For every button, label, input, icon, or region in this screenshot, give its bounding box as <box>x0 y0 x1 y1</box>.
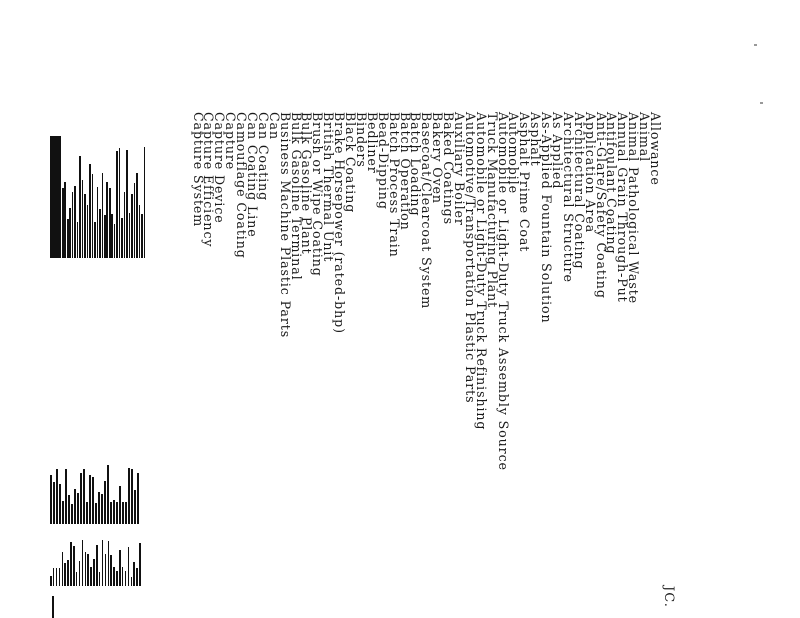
scan-noise-stroke <box>62 552 64 586</box>
scan-smudge <box>50 136 61 258</box>
index-entry: Automotive/Transportation Plastic Parts <box>462 112 478 404</box>
scan-noise-stroke <box>137 473 139 524</box>
index-entry: Camouflage Coating <box>234 112 250 259</box>
scan-noise-stroke <box>101 494 103 524</box>
scan-noise-stroke <box>108 541 110 586</box>
index-entry: As Applied <box>549 112 565 190</box>
scan-noise-stroke <box>85 552 87 586</box>
scan-noise-stroke <box>64 563 66 586</box>
scan-noise-stroke <box>119 486 121 525</box>
index-entry: Can Coating Line <box>245 112 261 238</box>
scan-noise-stroke <box>62 501 64 524</box>
scan-noise-stroke <box>97 187 99 258</box>
index-entry: Automobile or Light-Duty Truck Refinishing <box>473 112 489 431</box>
scan-noise-stroke <box>96 545 98 586</box>
scan-noise-stroke <box>122 502 124 524</box>
scan-noise-stroke <box>134 183 136 258</box>
scan-noise-stroke <box>67 560 69 586</box>
scan-noise-stroke <box>92 174 94 258</box>
scan-noise-stroke <box>89 475 91 524</box>
scan-noise-stroke <box>102 540 104 586</box>
scan-noise-stroke <box>126 150 128 258</box>
scan-noise-stroke <box>69 208 71 258</box>
index-entry: Application Area <box>582 112 598 234</box>
scan-noise-stroke <box>104 215 106 258</box>
index-entry: Capture System <box>190 112 206 228</box>
scan-noise-stroke <box>71 504 73 524</box>
scan-noise-stroke <box>128 468 130 524</box>
index-entry: Automobile <box>506 112 522 194</box>
scan-noise-stroke <box>84 194 86 258</box>
scan-noise-stroke <box>139 543 141 586</box>
index-entry: Business Machine Plastic Parts <box>277 112 293 339</box>
scan-noise-stroke <box>139 205 141 258</box>
scan-noise-stroke <box>50 576 52 586</box>
index-entry: Capture Device <box>212 112 228 224</box>
scan-noise-stroke <box>53 482 55 524</box>
scan-noise-stroke <box>64 182 66 258</box>
scan-noise-stroke <box>56 568 58 586</box>
scan-noise-stroke <box>121 218 123 258</box>
scan-noise-stroke <box>122 567 124 586</box>
scan-noise-stroke <box>82 540 84 586</box>
scan-noise-stroke <box>116 571 118 586</box>
scan-noise-stroke <box>65 469 67 524</box>
scan-noise-stroke <box>113 567 115 586</box>
index-entry: Antifoulant Coating <box>604 112 620 255</box>
index-entry: Annual Grain Through-Put <box>615 112 631 303</box>
scan-noise-stroke <box>86 502 88 524</box>
index-entry: Bead-Dipping <box>375 112 391 210</box>
scan-noise-stroke <box>56 469 58 524</box>
scan-noise-stroke <box>119 550 121 586</box>
scan-noise-stroke <box>90 567 92 586</box>
scan-noise-stroke <box>107 465 109 524</box>
scan-noise-stroke <box>114 224 116 258</box>
index-entry: Black Coating <box>343 112 359 214</box>
scan-noise-stroke <box>93 559 95 586</box>
index-entry: Brake Horsepower (rated-bhp) <box>332 112 348 334</box>
index-entry: Asphalt <box>528 112 544 167</box>
index-entry: British Thermal Unit <box>321 112 337 263</box>
scan-noise-stroke <box>131 194 133 258</box>
scan-noise-stroke <box>87 205 89 258</box>
index-entry: Truck Manufacturing Plant <box>484 112 500 309</box>
scan-noise-stroke <box>128 547 130 586</box>
scan-speck <box>760 102 763 104</box>
index-entry: Capture Efficiency <box>201 112 217 248</box>
page-identifier: JC. <box>661 586 676 608</box>
scan-noise-stroke <box>92 477 94 524</box>
scan-noise-middle <box>50 464 140 524</box>
scan-noise-stroke <box>116 502 118 524</box>
index-entry: Anti-Glare/Safety Coating <box>593 112 609 299</box>
scan-noise-stroke <box>68 495 70 524</box>
scan-noise-stroke <box>125 571 127 586</box>
index-entry: Architectural Coating <box>571 112 587 270</box>
index-entry: Architectural Structure <box>560 112 576 283</box>
scan-noise-stroke <box>109 188 111 258</box>
scan-noise-stroke <box>124 192 126 258</box>
scan-noise-stroke <box>59 568 61 586</box>
scan-noise-stroke <box>136 568 138 586</box>
scan-noise-stroke <box>74 489 76 524</box>
scan-noise-stroke <box>80 473 82 524</box>
scan-noise-stroke <box>83 469 85 524</box>
index-entry: Bulk Gasoline Terminal <box>288 112 304 281</box>
scan-noise-stroke <box>59 484 61 524</box>
scan-noise-stroke <box>89 164 91 258</box>
index-entry: Batch Operation <box>397 112 413 231</box>
scan-noise-stroke <box>94 222 96 258</box>
scan-noise-stroke <box>110 502 112 524</box>
scan-noise-stroke <box>131 469 133 524</box>
index-entry: Bakery Oven <box>430 112 446 204</box>
index-entry: Asphalt Prime Coat <box>517 112 533 253</box>
scan-noise-lower <box>50 540 142 586</box>
scan-noise-stroke <box>74 186 76 258</box>
index-entry: Automobile or Light-Duty Truck Assembly Source <box>495 112 511 471</box>
scan-noise-stroke <box>133 562 135 586</box>
scan-smudge <box>52 596 54 618</box>
scan-noise-stroke <box>131 577 133 586</box>
scan-noise-stroke <box>134 490 136 525</box>
index-entry: Basecoat/Clearcoat System <box>419 112 435 310</box>
scan-noise-stroke <box>50 475 52 524</box>
scan-noise-stroke <box>125 502 127 524</box>
scan-noise-stroke <box>111 214 113 258</box>
scan-noise-stroke <box>113 500 115 524</box>
scan-noise-stroke <box>67 219 69 258</box>
scan-noise-stroke <box>87 554 89 586</box>
scan-noise-stroke <box>116 151 118 258</box>
scan-noise-stroke <box>144 147 146 258</box>
scan-noise-stroke <box>99 572 101 586</box>
index-entry: Animal Pathological Waste <box>626 112 642 305</box>
scan-noise-stroke <box>79 156 81 258</box>
scan-noise-stroke <box>72 192 74 258</box>
scan-noise-stroke <box>76 572 78 586</box>
scan-noise-stroke <box>73 546 75 586</box>
scan-noise-stroke <box>105 554 107 586</box>
scan-noise-stroke <box>119 148 121 258</box>
scan-speck <box>754 44 757 46</box>
scan-noise-stroke <box>104 481 106 524</box>
index-entry: Animal <box>637 112 653 163</box>
index-entry: Auxiliary Boiler <box>451 112 467 226</box>
scan-noise-stroke <box>95 503 97 524</box>
index-entry: Baked Coatings <box>441 112 457 225</box>
index-entry: Batch Loading <box>408 112 424 217</box>
scan-noise-stroke <box>82 180 84 258</box>
scan-noise-stroke <box>141 214 143 258</box>
index-entry: Allowance <box>648 112 663 186</box>
scan-noise-stroke <box>106 182 108 258</box>
index-entry: As-Applied Fountain Solution <box>539 112 555 324</box>
scan-noise-stroke <box>77 493 79 524</box>
scan-noise-stroke <box>110 555 112 586</box>
index-entry: Bulk Gasoline Plant <box>299 112 315 255</box>
scan-noise-stroke <box>77 222 79 258</box>
index-entry: Binders <box>353 112 369 168</box>
scan-noise-stroke <box>70 542 72 586</box>
scan-noise-stroke <box>102 173 104 258</box>
index-entry: Capture <box>223 112 239 171</box>
scan-noise-upper <box>62 146 146 258</box>
scan-noise-stroke <box>79 561 81 586</box>
index-entry: Brush or Wipe Coating <box>310 112 326 277</box>
scan-noise-stroke <box>99 209 101 258</box>
index-entry: Can Coating <box>255 112 271 202</box>
scan-noise-stroke <box>136 173 138 258</box>
index-entry: Can <box>266 112 282 140</box>
index-entry: Bedliner <box>364 112 380 174</box>
scan-noise-stroke <box>62 188 64 258</box>
scan-noise-stroke <box>98 492 100 524</box>
index-entry: Batch Process Train <box>386 112 402 258</box>
scan-noise-stroke <box>53 568 55 586</box>
scan-noise-stroke <box>129 213 131 259</box>
definitions-index-list <box>190 112 663 617</box>
